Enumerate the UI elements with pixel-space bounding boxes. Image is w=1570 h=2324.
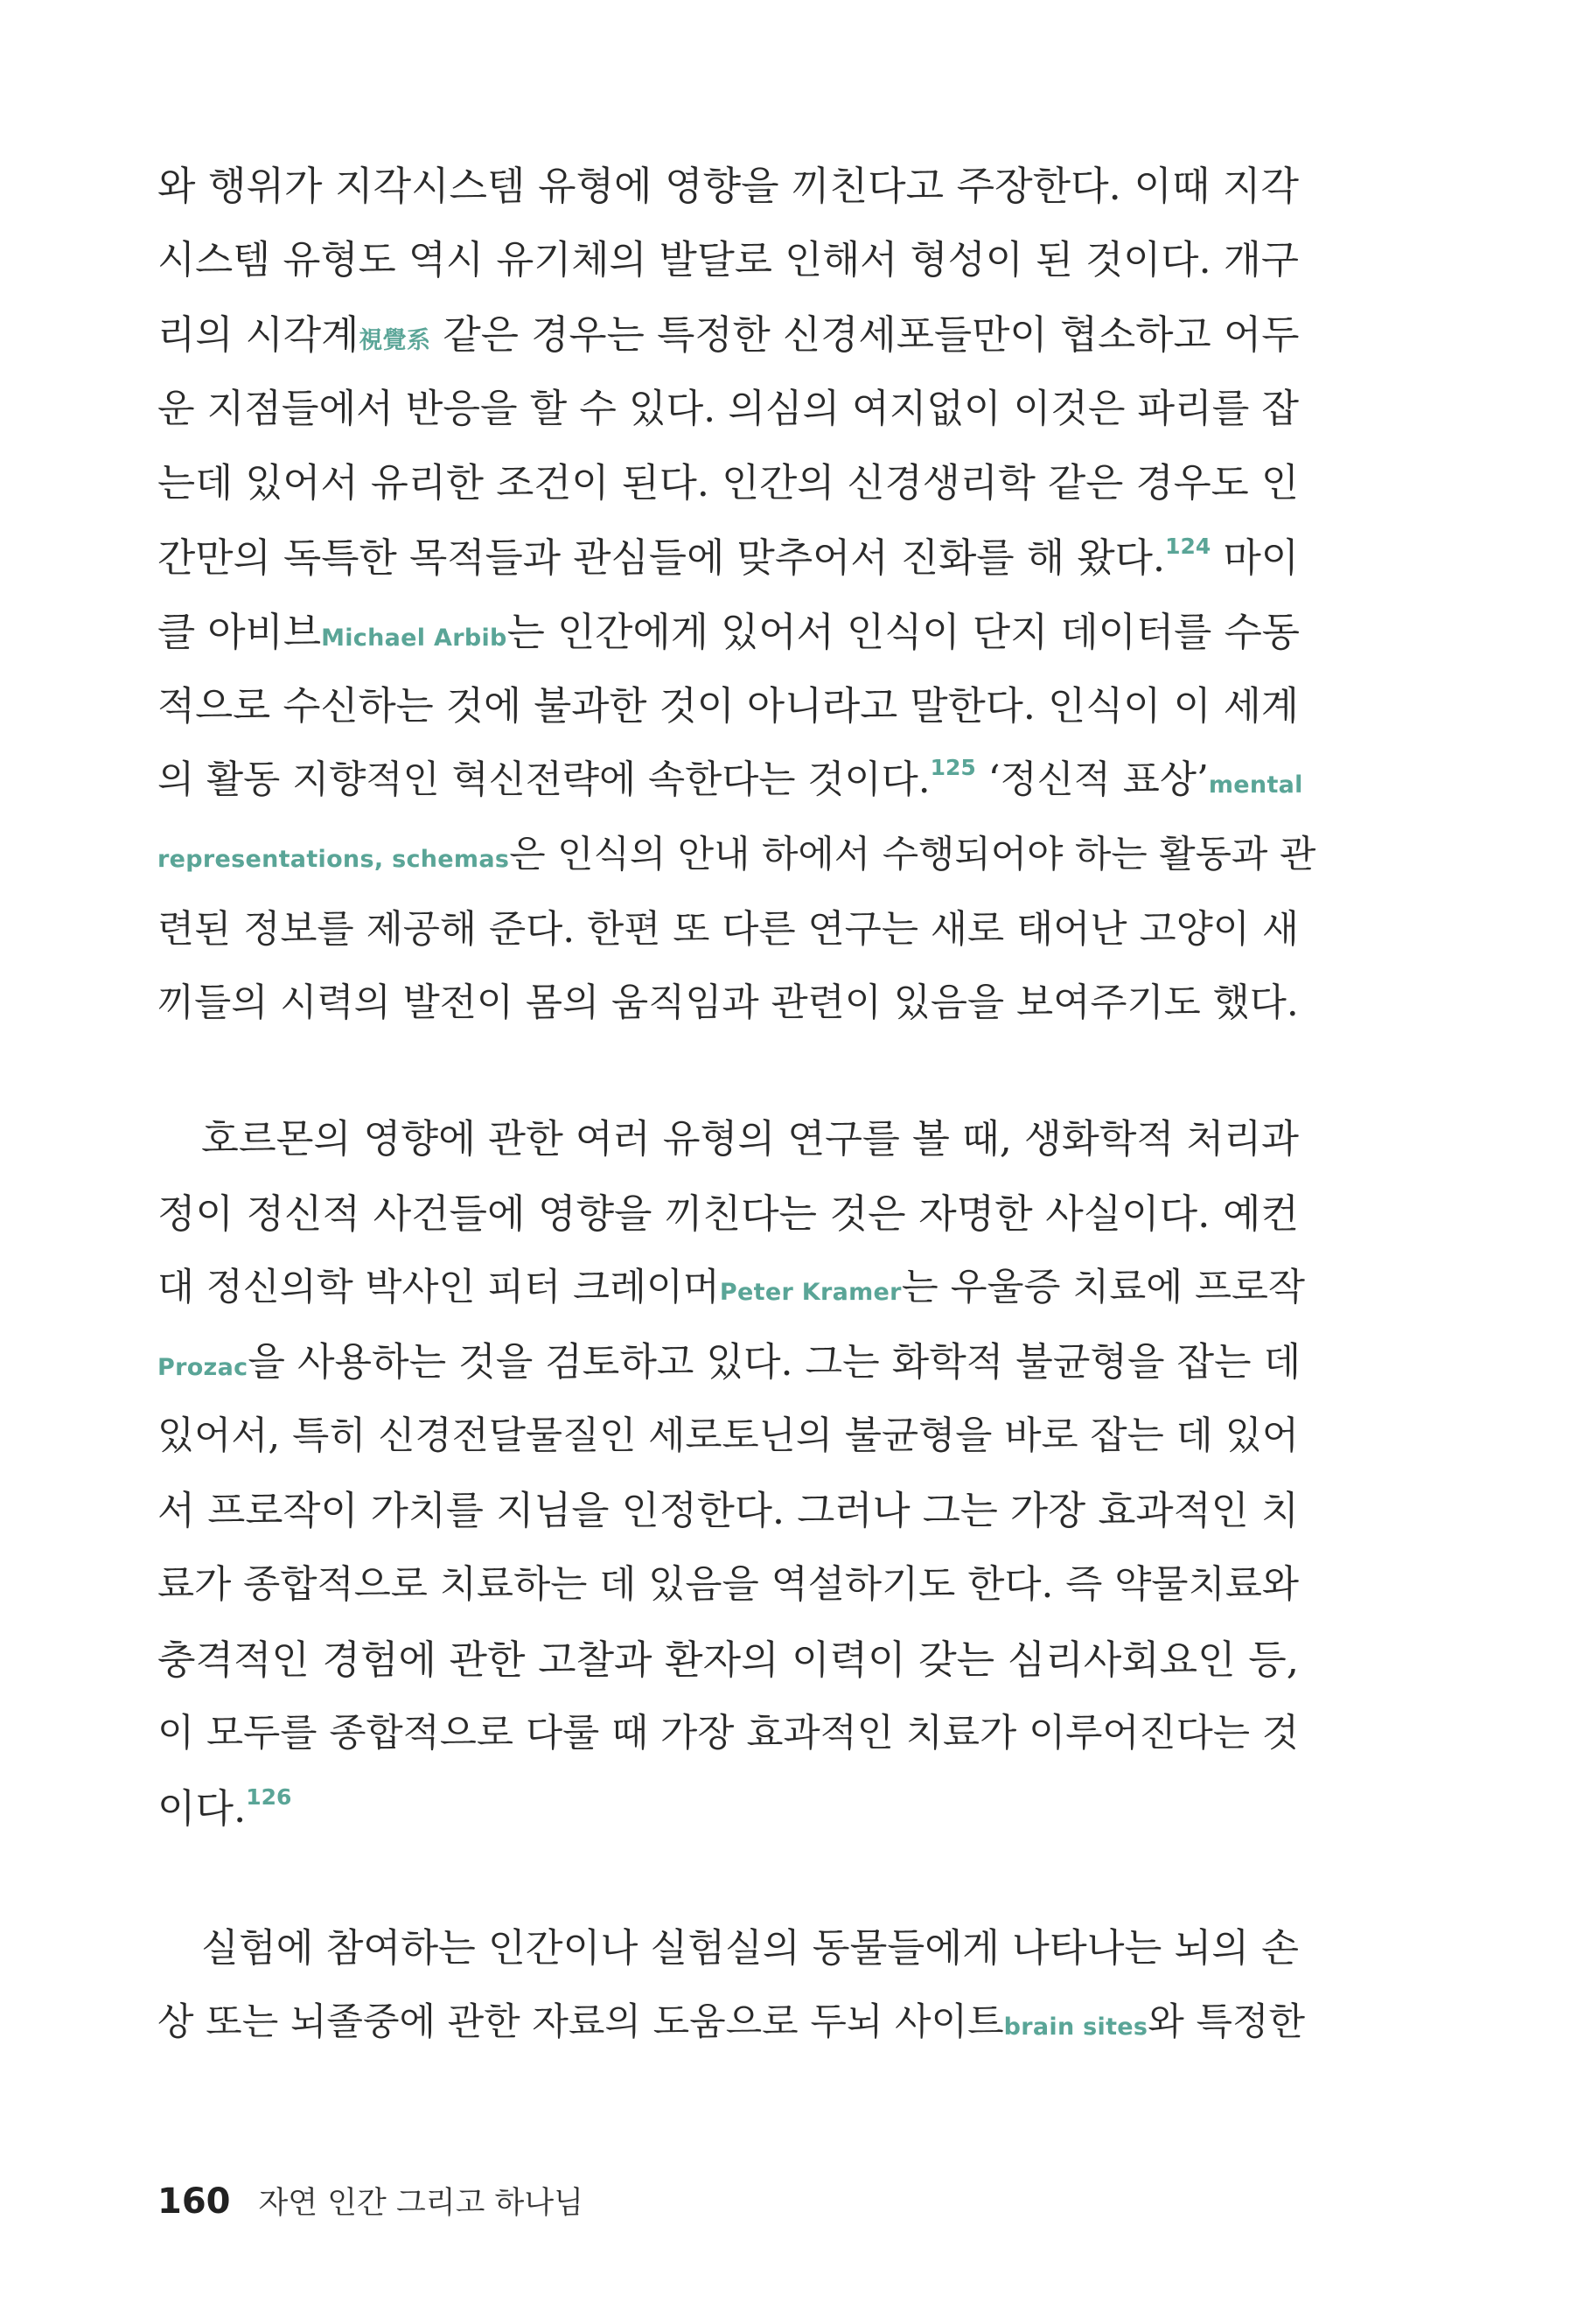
english-gloss: Peter Kramer bbox=[719, 1279, 902, 1306]
footnote-ref: 126 bbox=[246, 1784, 292, 1810]
text-line: representations, schemas은 인식의 안내 하에서 수행되어야 하는 활동과 관 bbox=[157, 833, 1316, 876]
text-line: 료가 종합적으로 치료하는 데 있음을 역설하기도 한다. 즉 약물치료와 bbox=[157, 1563, 1299, 1607]
text-line: 적으로 수신하는 것에 불과한 것이 아니라고 말한다. 인식이 이 세계 bbox=[157, 683, 1299, 729]
footnote-ref: 125 bbox=[930, 755, 976, 780]
text-line: 서 프로작이 가치를 지님을 인정한다. 그러나 그는 가장 효과적인 치 bbox=[157, 1488, 1299, 1533]
english-gloss: Michael Arbib bbox=[321, 625, 507, 652]
english-gloss: mental bbox=[1208, 771, 1303, 799]
text-line: 상 또는 뇌졸중에 관한 자료의 도움으로 두뇌 사이트brain sites와 특정한 bbox=[157, 2000, 1306, 2044]
text-line: 는데 있어서 유리한 조건이 된다. 인간의 신경생리학 같은 경우도 인 bbox=[157, 460, 1299, 506]
text-line: 이 모두를 종합적으로 다룰 때 가장 효과적인 치료가 이루어진다는 것 bbox=[157, 1712, 1299, 1755]
text-line: 충격적인 경험에 관한 고찰과 환자의 이력이 갖는 심리사회요인 등, bbox=[157, 1637, 1299, 1683]
english-gloss: representations, schemas bbox=[157, 846, 510, 873]
page-number: 160 bbox=[157, 2181, 231, 2222]
text-line: 호르몬의 영향에 관한 여러 유형의 연구를 볼 때, 생화학적 처리과 bbox=[201, 1117, 1299, 1162]
text-line: 있어서, 특히 신경전달물질인 세로토닌의 불균형을 바로 잡는 데 있어 bbox=[157, 1414, 1299, 1458]
english-gloss: Prozac bbox=[157, 1354, 248, 1381]
text-line: 대 정신의학 박사인 피터 크레이머Peter Kramer는 우울증 치료에 프로작 bbox=[157, 1266, 1305, 1309]
paragraph-2 bbox=[157, 1102, 1305, 1846]
text-line: Prozac을 사용하는 것을 검토하고 있다. 그는 화학적 불균형을 잡는 데 bbox=[157, 1340, 1301, 1385]
text-line: 련된 정보를 제공해 준다. 한편 또 다른 연구는 새로 태어난 고양이 새 bbox=[157, 907, 1299, 952]
text-line: 끼들의 시력의 발전이 몸의 움직임과 관련이 있음을 보여주기도 했다. bbox=[157, 981, 1299, 1025]
hanja-gloss: 視覺系 bbox=[359, 327, 431, 354]
paragraph-1 bbox=[157, 149, 1316, 1041]
text-line: 와 행위가 지각시스템 유형에 영향을 끼친다고 주장한다. 이때 지각 bbox=[157, 163, 1299, 209]
text-line: 운 지점들에서 반응을 할 수 있다. 의심의 여지없이 이것은 파리를 잡 bbox=[157, 387, 1299, 431]
text-line: 시스템 유형도 역시 유기체의 발달로 인해서 형성이 된 것이다. 개구 bbox=[157, 237, 1299, 283]
text-line: 의 활동 지향적인 혁신전략에 속한다는 것이다.$^{125}$ ‘정신적 표상’mental bbox=[157, 755, 1303, 802]
text-line: 이다.$^{126}$ bbox=[157, 1784, 292, 1832]
running-title: 자연 인간 그리고 하나님 bbox=[258, 2186, 583, 2221]
english-gloss: brain sites bbox=[1003, 2013, 1148, 2041]
text-line: 간만의 독특한 목적들과 관심들에 맞추어서 진화를 해 왔다.$^{124}$ 마이 bbox=[157, 534, 1300, 581]
text-line: 클 아비브Michael Arbib는 인간에게 있어서 인식이 단지 데이터를 수동 bbox=[157, 609, 1301, 655]
text-line: 리의 시각계視覺系 같은 경우는 특정한 신경세포들만이 협소하고 어두 bbox=[157, 311, 1300, 358]
footnote-ref: 124 bbox=[1165, 534, 1211, 559]
paragraph-3 bbox=[157, 1911, 1306, 2060]
text-line: 정이 정신적 사건들에 영향을 끼친다는 것은 자명한 사실이다. 예컨 bbox=[157, 1190, 1299, 1237]
page-footer bbox=[157, 2175, 583, 2228]
text-line: 실험에 참여하는 인간이나 실험실의 동물들에게 나타나는 뇌의 손 bbox=[201, 1926, 1299, 1971]
